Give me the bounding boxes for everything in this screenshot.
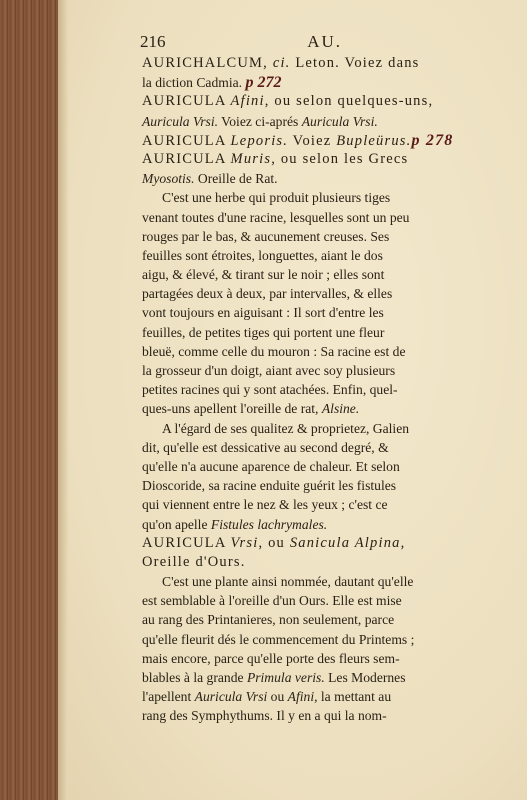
text-line: Oreille d'Ours. xyxy=(142,553,246,570)
text-line: Auricula Vrsi. Voiez ci-aprés Auricula Vrsi. xyxy=(142,113,378,129)
page-text xyxy=(142,32,482,726)
text-line: feuilles sont étroites, longuettes, aiant le dos xyxy=(142,247,383,263)
entry-auricula-asini: AURICULA Afini, ou selon quelques-uns, xyxy=(142,93,434,110)
entry-auricula-leporis: AURICULA Leporis. Voiez Bupleürus.p 278 xyxy=(142,131,454,149)
text-line: rouges par le bas, & aucunement creuses. Ses xyxy=(142,228,390,244)
text-line: blables à la grande Primula veris. Les Modernes xyxy=(142,670,406,685)
entry-aurichalcum: AURICHALCUM, ci. Leton. Voiez dans xyxy=(142,55,420,71)
text-line: C'est une herbe qui produit plusieurs tiges xyxy=(162,190,391,206)
text-line: feuilles, de petites tiges qui portent une fleur xyxy=(142,324,385,340)
book-spine xyxy=(0,0,58,800)
text-line: qu'elle n'a aucune aparence de chaleur. Et selon xyxy=(142,458,400,474)
text-line: la diction Cadmia. p 272 xyxy=(142,74,282,92)
text-line: Dioscoride, sa racine enduite guérit les fistules xyxy=(142,478,397,494)
page-gutter xyxy=(58,0,68,800)
entry-auricula-ursi: AURICULA Vrsi, ou Sanicula Alpina, xyxy=(142,534,406,551)
text-line: A l'égard de ses qualitez & proprietez, Galien xyxy=(162,420,410,436)
text-line: rang des Symphythums. Il y en a qui la nom- xyxy=(142,708,387,724)
text-line: la grosseur d'un doigt, aiant avec soy plusieurs xyxy=(142,363,396,378)
handwritten-note: p 272 xyxy=(245,74,282,92)
entry-auricula-muris: AURICULA Muris, ou selon les Grecs xyxy=(142,150,409,167)
text-line: mais encore, parce qu'elle porte des fleurs sem- xyxy=(142,650,400,666)
text-line: au rang des Printanieres, non seulement, parce xyxy=(142,612,395,628)
text-line: venant toutes d'une racine, lesquelles sont un peu xyxy=(142,209,410,225)
text-line: Myosotis. Oreille de Rat. xyxy=(142,171,278,187)
page-header xyxy=(142,32,482,54)
text-line: qu'elle fleurit dés le commencement du Printems ; xyxy=(142,631,415,647)
text-line: dit, qu'elle est dessicative au second degré, & xyxy=(142,439,389,455)
page-number: 216 xyxy=(140,32,166,51)
text-line: est semblable à l'oreille d'un Ours. Elle est mise xyxy=(142,593,402,609)
text-line: qui viennent entre le nez & les yeux ; c'est ce xyxy=(142,497,388,513)
text-line: qu'on apelle Fistules lachrymales. xyxy=(142,516,328,532)
text-line: petites racines qui y sont atachées. Enfin, quel- xyxy=(142,382,398,398)
text-line: aigu, & élevé, & tirant sur le noir ; elles sont xyxy=(142,267,385,283)
text-line: C'est une plante ainsi nommée, dautant qu'elle xyxy=(162,574,414,590)
text-line: partagées deux à deux, par intervalles, & elles xyxy=(142,286,393,302)
text-line: ques-uns apellent l'oreille de rat, Alsine. xyxy=(142,401,360,417)
text-line: vont toujours en aiguisant : Il sort d'entre les xyxy=(142,305,384,321)
text-line: bleuë, comme celle du mouron : Sa racine est de xyxy=(142,343,406,359)
handwritten-note: p 278 xyxy=(411,131,454,149)
text-line: l'apellent Auricula Vrsi ou Afini, la mettant au xyxy=(142,689,392,705)
running-head: AU. xyxy=(307,32,342,51)
